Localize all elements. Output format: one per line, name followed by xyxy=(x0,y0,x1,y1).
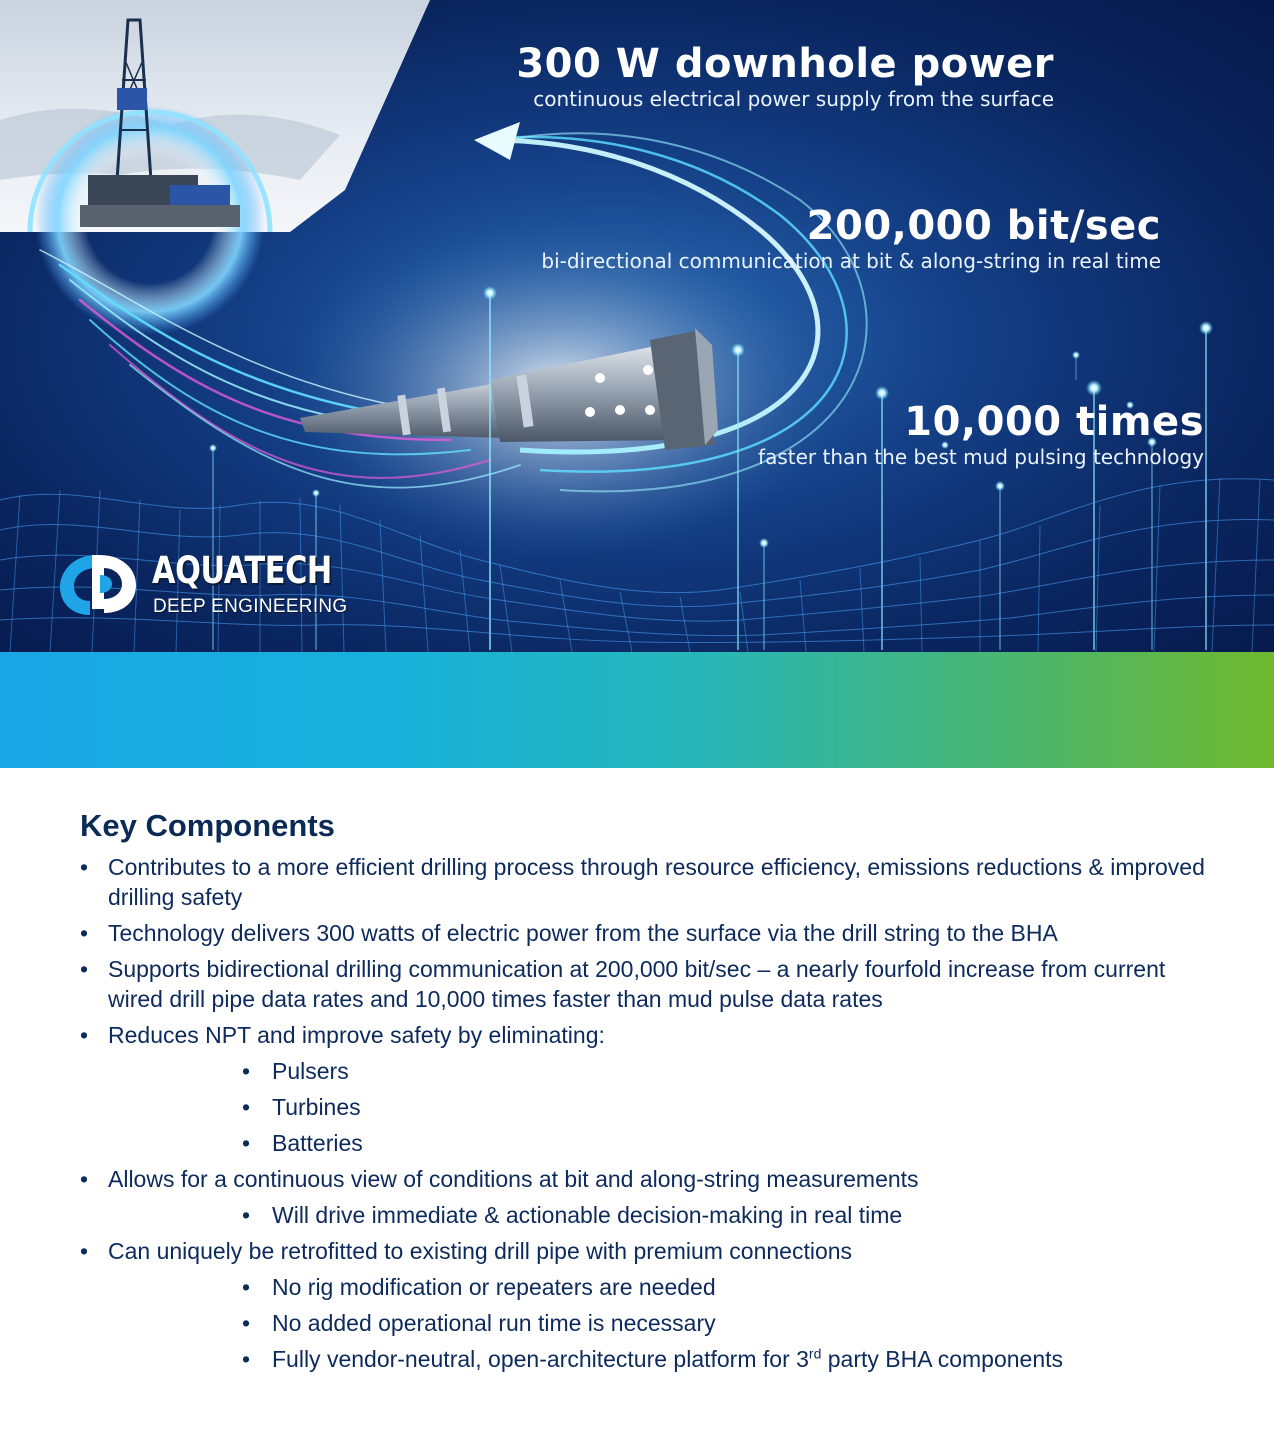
sub-list-item xyxy=(108,1344,1220,1374)
list-item xyxy=(80,918,1220,948)
key-components-section xyxy=(80,808,1220,1380)
sub-list-item: • Batteries xyxy=(108,1128,1220,1158)
list-item-text: Reduces NPT and improve safety by eliminating: xyxy=(108,1022,605,1048)
sub-list-item: • Pulsers xyxy=(108,1056,1220,1086)
list-item xyxy=(80,852,1220,912)
list-item-text: Can uniquely be retrofitted to existing drill pipe with premium connections xyxy=(108,1238,853,1264)
aquatech-logo-icon xyxy=(56,551,140,619)
stat-speed xyxy=(758,400,1204,470)
stat-bandwidth xyxy=(541,204,1161,274)
ordinal-suffix: rd xyxy=(808,1345,822,1362)
stat-speed-headline: 10,000 times xyxy=(904,399,1204,445)
sub-list xyxy=(108,1200,1220,1230)
section-title: Key Components xyxy=(80,808,335,843)
list-item xyxy=(80,1164,1220,1230)
logo-name: AQUATECH xyxy=(152,549,332,592)
list-item-text: Allows for a continuous view of conditions at bit and along-string measurements xyxy=(108,1166,919,1192)
sub-list-item: • Turbines xyxy=(108,1092,1220,1122)
stat-power-detail: continuous electrical power supply from the surface xyxy=(533,87,1054,111)
list-item xyxy=(80,954,1220,1014)
logo-subtitle: DEEP ENGINEERING xyxy=(153,596,348,617)
stat-speed-detail: faster than the best mud pulsing technology xyxy=(758,445,1204,469)
sub-list-item-text: party BHA components xyxy=(821,1346,1063,1372)
company-logo xyxy=(56,545,356,625)
list-item-text: Technology delivers 300 watts of electric power from the surface via the drill string to the BHA xyxy=(108,920,1058,946)
sub-list-item: • Will drive immediate & actionable decision-making in real time xyxy=(108,1200,1220,1230)
sub-list xyxy=(108,1272,1220,1374)
stat-bandwidth-detail: bi-directional communication at bit & along-string in real time xyxy=(541,249,1161,273)
list-item xyxy=(80,1020,1220,1158)
list-item xyxy=(80,1236,1220,1374)
arrow-head-icon xyxy=(474,122,520,160)
hero-banner xyxy=(0,0,1274,652)
stat-power xyxy=(516,42,1054,112)
gradient-band xyxy=(0,652,1274,768)
stat-power-headline: 300 W downhole power xyxy=(516,41,1054,87)
bullet-list xyxy=(80,852,1220,1374)
sub-list-item-text: Fully vendor-neutral, open-architecture platform for 3 xyxy=(272,1346,809,1372)
sub-list xyxy=(108,1056,1220,1158)
sub-list-item: • No added operational run time is necessary xyxy=(108,1308,1220,1338)
list-item-text: Supports bidirectional drilling communication at 200,000 bit/sec – a nearly fourfold increase from current wired drill pipe data rates and 10,000 times faster than mud pulse data rates xyxy=(108,956,1166,1012)
sub-list-item: • No rig modification or repeaters are needed xyxy=(108,1272,1220,1302)
list-item-text: Contributes to a more efficient drilling process through resource efficiency, emissions reductions & improved drilling safety xyxy=(108,854,1205,910)
stat-bandwidth-headline: 200,000 bit/sec xyxy=(806,203,1161,249)
